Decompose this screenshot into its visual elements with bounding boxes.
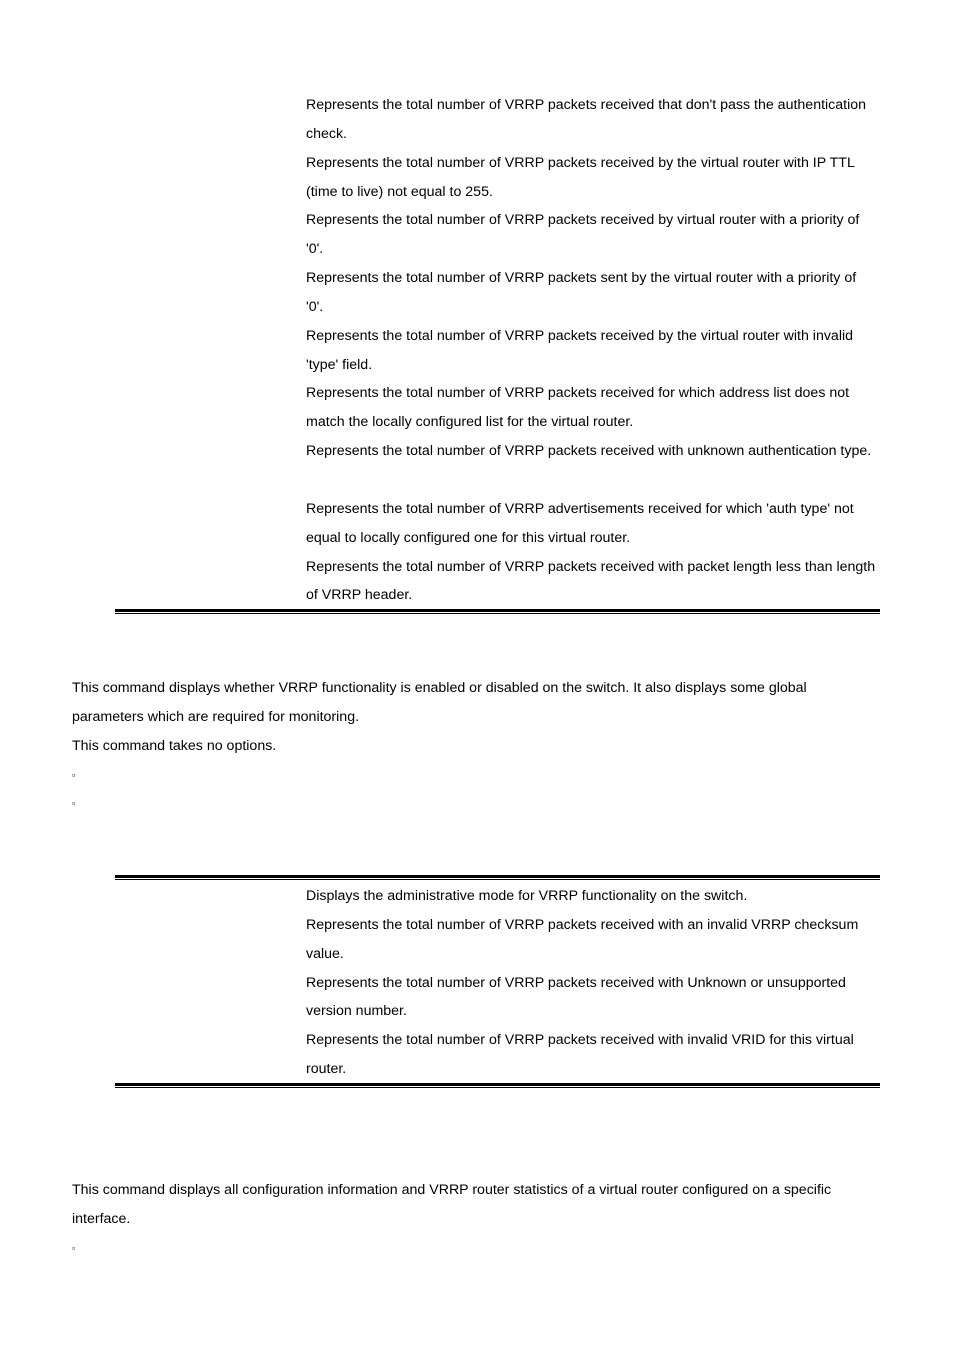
section2-paragraph-line2: interface.	[72, 1211, 131, 1227]
table1-row1-line2: check.	[306, 126, 348, 142]
table1-row8-line2: equal to locally configured one for this virtual router.	[306, 530, 631, 546]
table2-bottom-rule	[115, 1083, 880, 1088]
table1-row1-line1: Represents the total number of VRRP packets received that don't pass the authentication	[306, 97, 867, 113]
table1-row5-line2: 'type' field.	[306, 357, 373, 373]
table2-top-rule	[115, 875, 880, 880]
table2-row4-line2: router.	[306, 1061, 347, 1077]
table1-row8-line1: Represents the total number of VRRP advertisements received for which 'auth type' not	[306, 501, 854, 517]
table1-row9-line2: of VRRP header.	[306, 587, 413, 603]
table1-row6-line2: match the locally configured list for the virtual router.	[306, 414, 634, 430]
table1-row4-line2: '0'.	[306, 299, 324, 315]
bullet-icon: ▫	[72, 1243, 76, 1253]
table1-row7-line1: Represents the total number of VRRP packets received with unknown authentication type.	[306, 443, 872, 459]
table1-row5-line1: Represents the total number of VRRP packets received by the virtual router with invalid	[306, 328, 854, 344]
table2-row3-line2: version number.	[306, 1003, 407, 1019]
section1-paragraph-line1: This command displays whether VRRP functionality is enabled or disabled on the switch. It also displays some global	[72, 680, 807, 696]
table1-row3-line1: Represents the total number of VRRP packets received by virtual router with a priority of	[306, 212, 860, 228]
table2-row2-line1: Represents the total number of VRRP packets received with an invalid VRRP checksum	[306, 917, 859, 933]
bullet-icon: ▫	[72, 770, 76, 780]
table1-row9-line1: Represents the total number of VRRP packets received with packet length less than length	[306, 559, 876, 575]
table1-row3-line2: '0'.	[306, 241, 324, 257]
section2-paragraph-line1: This command displays all configuration information and VRRP router statistics of a virtual router configured on a specific	[72, 1182, 832, 1198]
table1-row4-line1: Represents the total number of VRRP packets sent by the virtual router with a priority of	[306, 270, 857, 286]
table2-row4-line1: Represents the total number of VRRP packets received with invalid VRID for this virtual	[306, 1032, 854, 1048]
table2-row3-line1: Represents the total number of VRRP packets received with Unknown or unsupported	[306, 975, 846, 991]
table1-bottom-rule	[115, 609, 880, 614]
section1-options: This command takes no options.	[72, 738, 277, 754]
section1-paragraph-line2: parameters which are required for monitoring.	[72, 709, 360, 725]
table1-row6-line1: Represents the total number of VRRP packets received for which address list does not	[306, 385, 850, 401]
table1-row2-line2: (time to live) not equal to 255.	[306, 184, 493, 200]
table1-row2-line1: Represents the total number of VRRP packets received by the virtual router with IP TTL	[306, 155, 855, 171]
bullet-icon: ▫	[72, 798, 76, 808]
table2-row2-line2: value.	[306, 946, 344, 962]
table2-row1-line1: Displays the administrative mode for VRRP functionality on the switch.	[306, 888, 748, 904]
